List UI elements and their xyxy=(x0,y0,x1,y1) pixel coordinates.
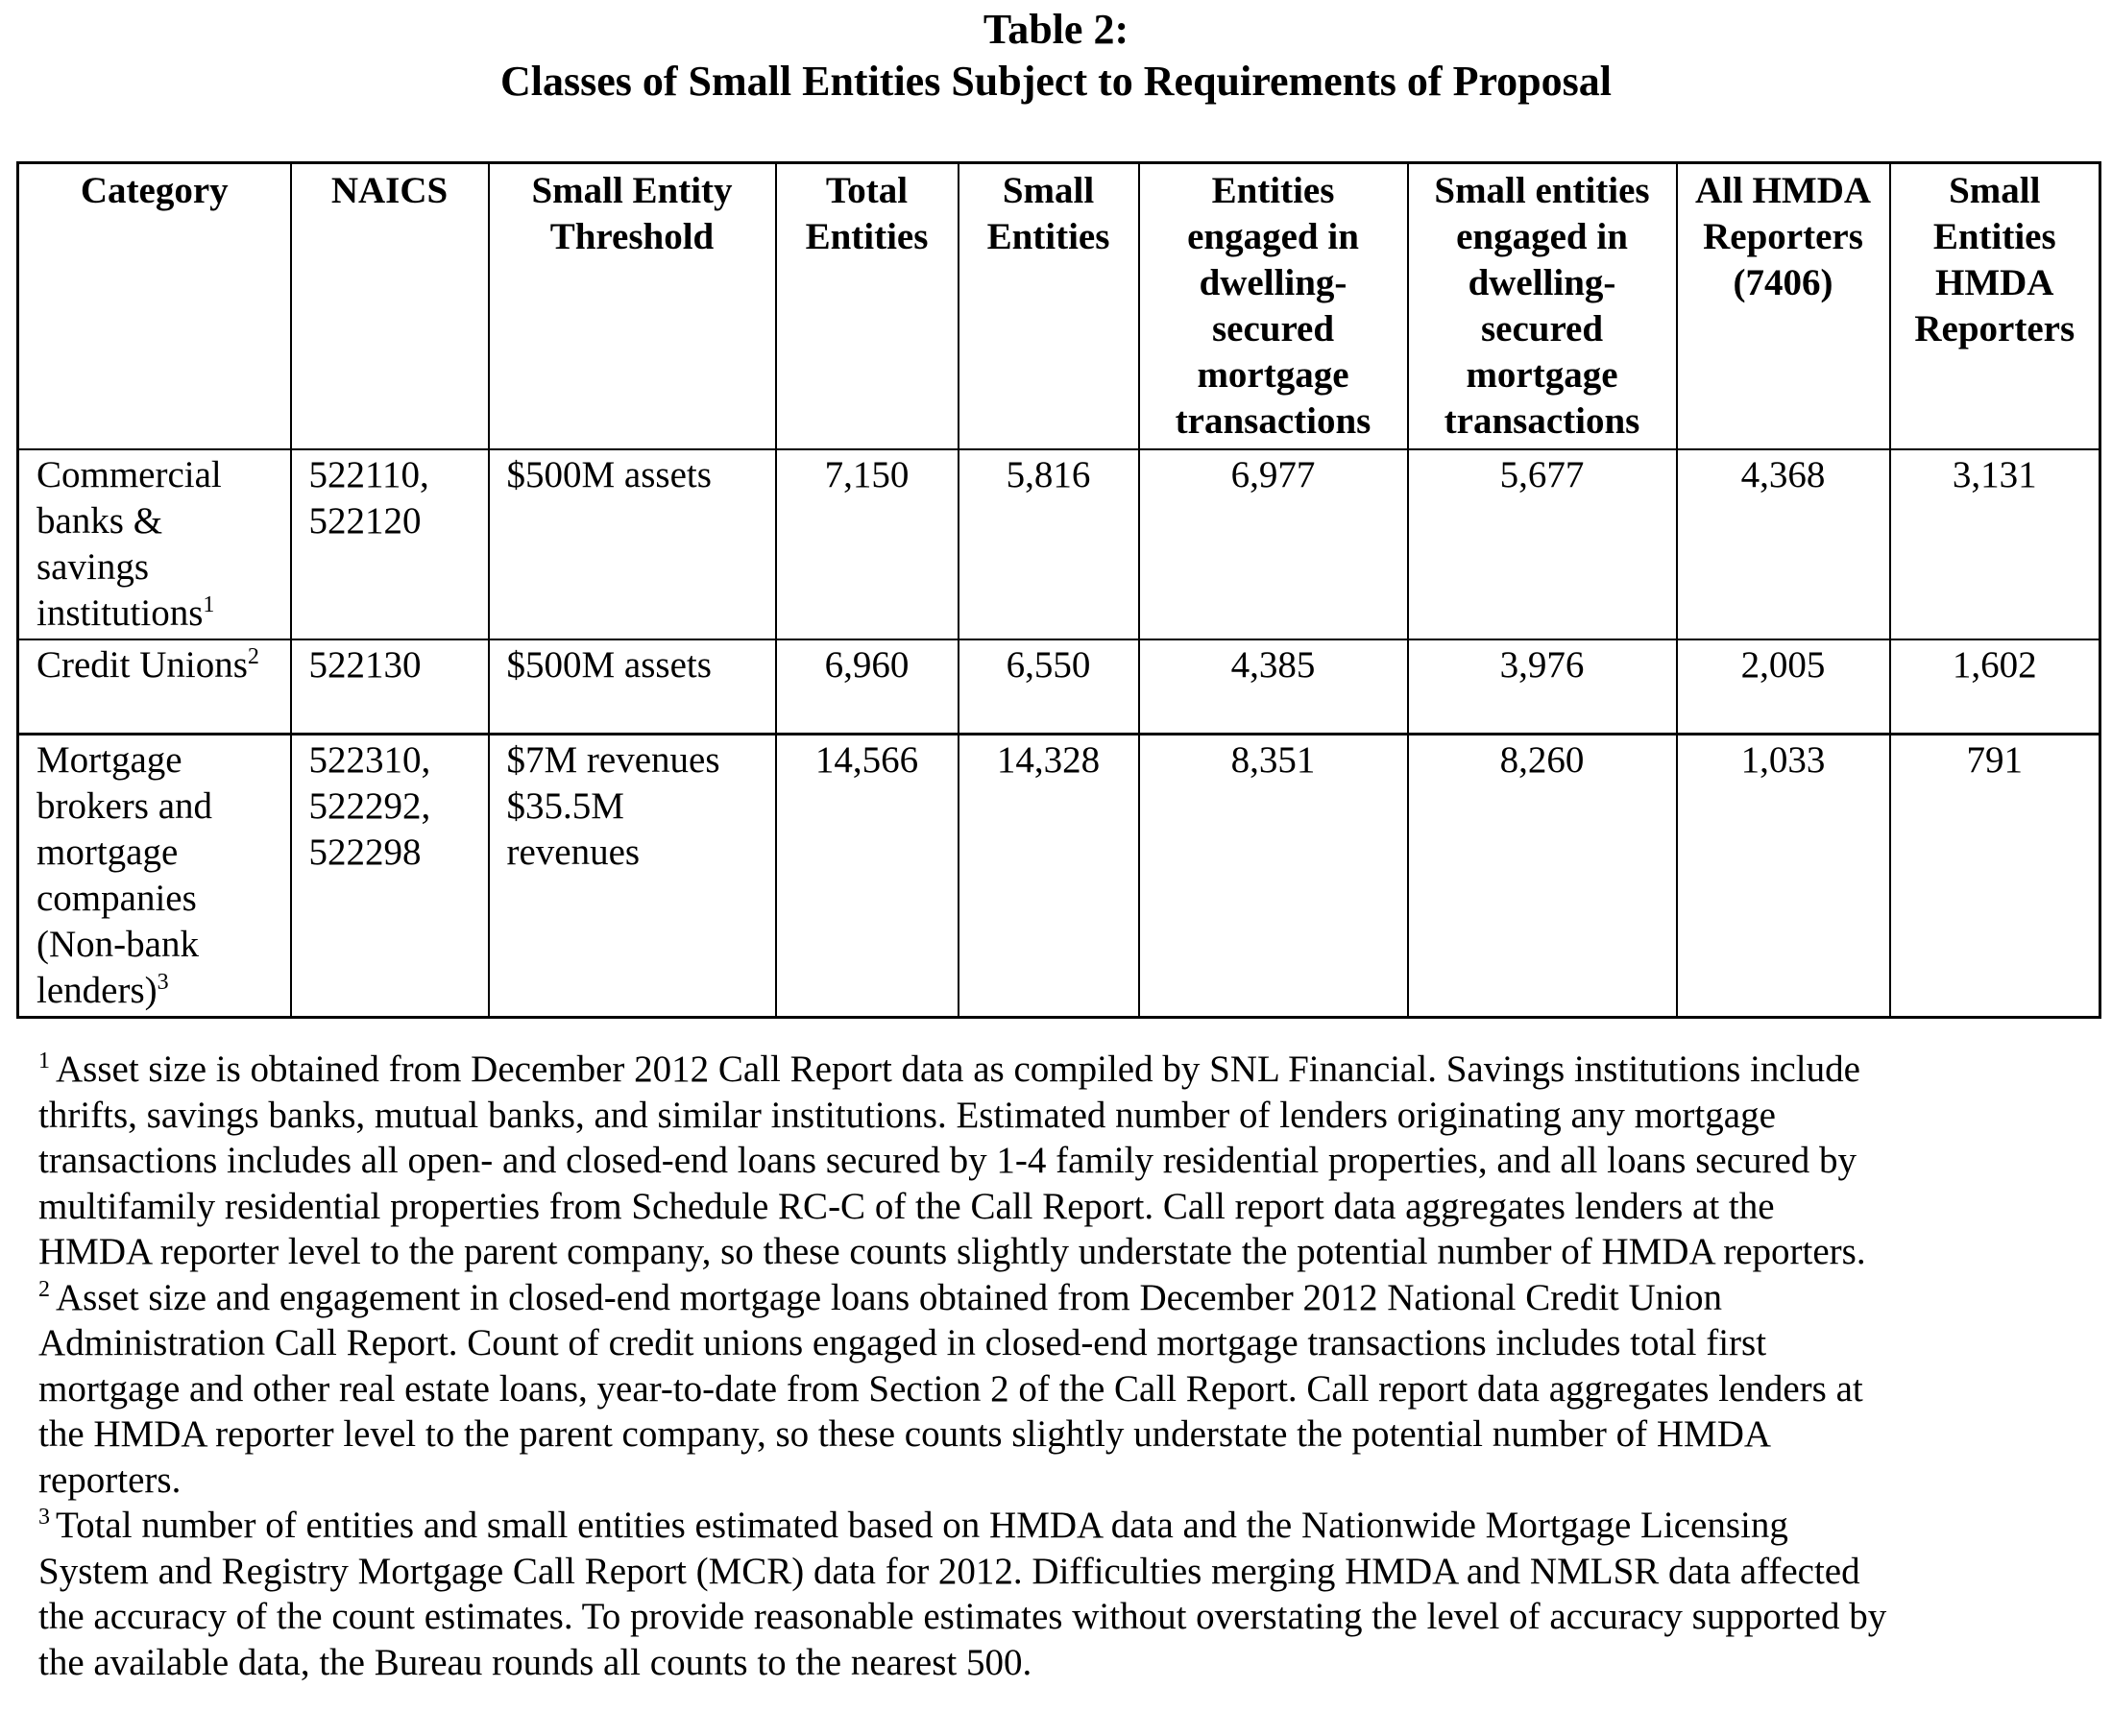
row-small-entities: 6,550 xyxy=(959,639,1139,734)
row-naics: 522110, 522120 xyxy=(291,449,489,639)
header-naics: NAICS xyxy=(291,163,489,450)
footnote-2 xyxy=(38,1275,1892,1504)
table-caption: Classes of Small Entities Subject to Requirements of Proposal xyxy=(499,58,1613,105)
row-all-hmda: 2,005 xyxy=(1677,639,1890,734)
header-total-entities: Total Entities xyxy=(776,163,959,450)
row-small-entities-engaged: 3,976 xyxy=(1408,639,1677,734)
footnote-marker: 2 xyxy=(38,1276,50,1302)
row-threshold: $500M assets xyxy=(489,639,776,734)
row-small-entities-engaged: 8,260 xyxy=(1408,734,1677,1017)
table-title xyxy=(0,4,2112,108)
row-category: Credit Unions$^2$ xyxy=(18,639,291,734)
footnote-3 xyxy=(38,1503,1892,1685)
row-small-hmda: 791 xyxy=(1890,734,2100,1017)
row-entities-engaged: 8,351 xyxy=(1139,734,1408,1017)
header-row xyxy=(18,163,2100,450)
row-small-hmda: 1,602 xyxy=(1890,639,2100,734)
row-category: Commercial banks & savings institutions$^1$ xyxy=(18,449,291,639)
header-small-hmda: Small Entities HMDA Reporters xyxy=(1890,163,2100,450)
footnote-text: Total number of entities and small entities estimated based on HMDA data and the Nationwide Mortgage Licensing System and Registry Mortgage Call Report (MCR) data for 2012. Difficulties merging HMDA and NMLSR data affected the accuracy of the count estimates. To provide reasonable estimates without overstating the level of accuracy supported by the available data, the Bureau rounds all counts to the nearest 500. xyxy=(38,1505,1887,1683)
row-small-hmda: 3,131 xyxy=(1890,449,2100,639)
row-threshold: $500M assets xyxy=(489,449,776,639)
footnote-marker: 3 xyxy=(157,969,169,995)
row-total-entities: 14,566 xyxy=(776,734,959,1017)
table-row xyxy=(18,734,2100,1017)
footnotes xyxy=(38,1047,1892,1685)
row-naics: 522130 xyxy=(291,639,489,734)
footnote-marker: 1 xyxy=(203,592,215,617)
row-all-hmda: 1,033 xyxy=(1677,734,1890,1017)
row-entities-engaged: 6,977 xyxy=(1139,449,1408,639)
row-total-entities: 6,960 xyxy=(776,639,959,734)
row-naics: 522310, 522292, 522298 xyxy=(291,734,489,1017)
row-category: Mortgage brokers and mortgage companies (Non-bank lenders)$^3$ xyxy=(18,734,291,1017)
footnote-1 xyxy=(38,1047,1892,1275)
footnote-marker: 3 xyxy=(38,1505,50,1530)
footnote-text: Asset size and engagement in closed-end mortgage loans obtained from December 2012 National Credit Union Administration Call Report. Count of credit unions engaged in closed-end mortgage transactions includes total first mortgage and other real estate loans, year-to-date from Section 2 of the Call Report. Call report data aggregates lenders at the HMDA reporter level to the parent company, so these counts slightly understate the potential number of HMDA reporters. xyxy=(38,1276,1863,1501)
header-entities-engaged: Entities engaged in dwelling-secured mortgage transactions xyxy=(1139,163,1408,450)
table-row xyxy=(18,639,2100,734)
header-threshold: Small Entity Threshold xyxy=(489,163,776,450)
header-small-entities: Small Entities xyxy=(959,163,1139,450)
row-small-entities: 5,816 xyxy=(959,449,1139,639)
footnote-text: Asset size is obtained from December 2012 Call Report data as compiled by SNL Financial. Savings institutions include thrifts, savings banks, mutual banks, and similar institutions. Estimated number of lenders originating any mortgage transactions includes all open- and closed-end loans secured by 1-4 family residential properties, and all loans secured by multifamily residential properties from Schedule RC-C of the Call Report. Call report data aggregates lenders at the HMDA reporter level to the parent company, so these counts slightly understate the potential number of HMDA reporters. xyxy=(38,1049,1866,1272)
footnote-marker: 1 xyxy=(38,1049,50,1073)
table-row xyxy=(18,449,2100,639)
row-small-entities-engaged: 5,677 xyxy=(1408,449,1677,639)
row-entities-engaged: 4,385 xyxy=(1139,639,1408,734)
footnote-marker: 2 xyxy=(247,644,259,669)
small-entities-table xyxy=(16,161,2101,1019)
header-all-hmda: All HMDA Reporters (7406) xyxy=(1677,163,1890,450)
row-total-entities: 7,150 xyxy=(776,449,959,639)
row-threshold: $7M revenues $35.5M revenues xyxy=(489,734,776,1017)
table-number: Table 2: xyxy=(983,6,1129,53)
header-category: Category xyxy=(18,163,291,450)
row-all-hmda: 4,368 xyxy=(1677,449,1890,639)
header-small-entities-engaged: Small entities engaged in dwelling-secured mortgage transactions xyxy=(1408,163,1677,450)
row-small-entities: 14,328 xyxy=(959,734,1139,1017)
